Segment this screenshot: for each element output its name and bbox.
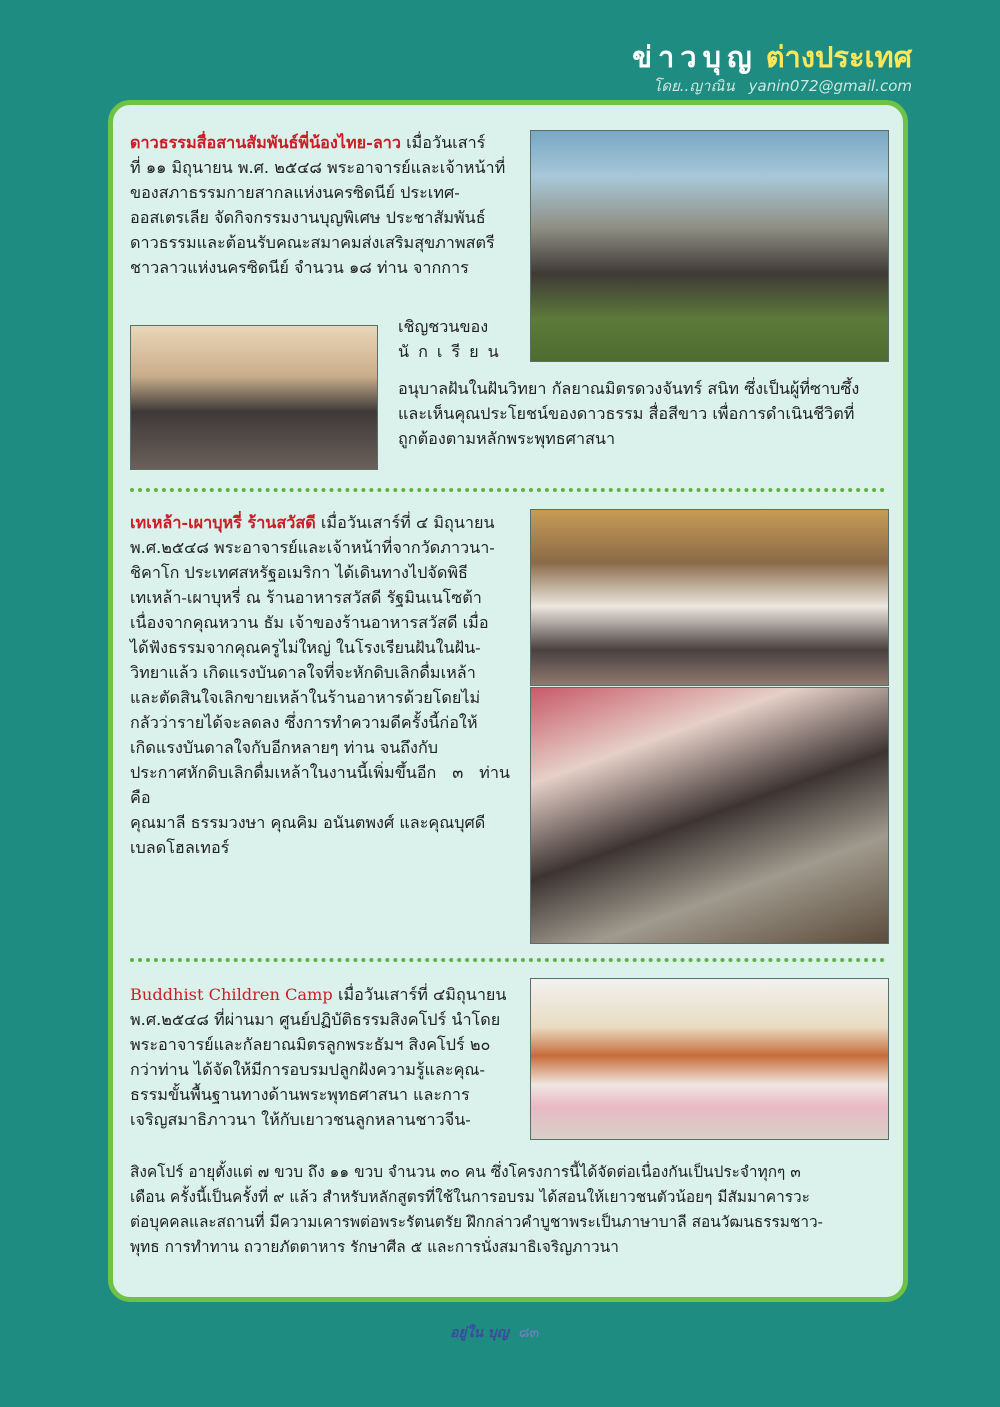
article-1-wrap	[398, 314, 510, 364]
article-1-line: ดาวธรรมและต้อนรับคณะสมาคมส่งเสริมสุขภาพสตรี	[130, 233, 495, 252]
author-email: yanin072@gmail.com	[748, 77, 912, 95]
article-2	[130, 510, 510, 860]
article-2-line: เบลดโฮลเทอร์	[130, 838, 230, 857]
article-2-line: ชิคาโก ประเทศสหรัฐอเมริกา ได้เดินทางไปจัดพิธี	[130, 563, 468, 582]
article-2-line: และตัดสินใจเลิกขายเหล้าในร้านอาหารด้วยโดยไม่	[130, 688, 481, 707]
article-2-headline: เทเหล้า-เผาบุหรี่ ร้านสวัสดี	[130, 513, 316, 532]
byline	[653, 74, 912, 98]
article-3-headline: Buddhist Children Camp	[130, 985, 333, 1004]
article-2-line: ประกาศหักดิบเลิกดื่มเหล้าในงานนี้เพิ่มขึ้นอีก ๓ ท่าน คือ	[130, 763, 510, 807]
article-3-line: Buddhist Children Camp เมื่อวันเสาร์ที่ ๔มิถุนายน	[130, 985, 507, 1004]
article-3	[130, 982, 510, 1132]
section-title-main: ข่าวบุญ	[632, 40, 758, 74]
article-3-line: เดือน ครั้งนี้เป็นครั้งที่ ๙ แล้ว สำหรับหลักสูตรที่ใช้ในการอบรม ได้สอนให้เยาวชนตัวน้อยๆ มีสัมมาคารวะ	[130, 1188, 810, 1206]
article-1-line: และเห็นคุณประโยชน์ของดาวธรรม สื่อสีขาว เพื่อการดำเนินชีวิตที่	[398, 404, 855, 423]
article-1-line: ชาวลาวแห่งนครซิดนีย์ จำนวน ๑๘ ท่าน จากการ	[130, 258, 469, 277]
article-1-line: ของสภาธรรมกายสากลแห่งนครซิดนีย์ ประเทศ-	[130, 183, 460, 202]
article-1-headline: ดาวธรรมสื่อสานสัมพันธ์พี่น้องไทย-ลาว	[130, 133, 401, 152]
article-2-line: เกิดแรงบันดาลใจกับอีกหลายๆ ท่าน จนถึงกับ	[130, 738, 439, 757]
article-2-line: เทเหล้า-เผาบุหรี่ ณ ร้านอาหารสวัสดี รัฐมินเนโซต้า	[130, 588, 482, 607]
article-1-tail	[398, 376, 888, 451]
article-1-line: ออสเตรเลีย จัดกิจกรรมงานบุญพิเศษ ประชาสัมพันธ์	[130, 208, 486, 227]
classroom-photo-sydney	[130, 325, 378, 470]
author: โดย..ญาณิน	[653, 77, 735, 95]
article-1-line: ดาวธรรมสื่อสานสัมพันธ์พี่น้องไทย-ลาว เมื่อวันเสาร์	[130, 133, 486, 152]
article-1	[130, 130, 510, 280]
article-3-tail	[130, 1160, 888, 1260]
article-3-line: ต่อบุคคลและสถานที่ มีความเคารพต่อพระรัตนตรัย ฝึกกล่าวคำบูชาพระเป็นภาษาบาลี สอนวัฒนธรรมชาว-	[130, 1213, 823, 1231]
article-3-line: เจริญสมาธิภาวนา ให้กับเยาวชนลูกหลานชาวจีน-	[130, 1110, 471, 1129]
pouring-ceremony-photo	[530, 687, 889, 944]
section-title-sub: ต่างประเทศ	[765, 40, 912, 74]
article-1-line: นักเรียน	[398, 342, 508, 361]
children-camp-photo	[530, 978, 889, 1140]
divider	[130, 488, 885, 492]
article-2-line: เทเหล้า-เผาบุหรี่ ร้านสวัสดี เมื่อวันเสาร์ที่ ๔ มิถุนายน	[130, 513, 495, 532]
article-3-line: พระอาจารย์และกัลยาณมิตรลูกพระธัมฯ สิงคโปร์ ๒๐	[130, 1035, 491, 1054]
article-2-line: ได้ฟังธรรมจากคุณครูไม่ใหญ่ ในโรงเรียนฝันในฝัน-	[130, 638, 481, 657]
divider	[130, 958, 885, 962]
article-2-line: กลัวว่ารายได้จะลดลง ซึ่งการทำความดีครั้งนี้ก่อให้	[130, 713, 478, 732]
page-number: ๘๓	[518, 1325, 540, 1341]
article-2-line: พ.ศ.๒๕๔๘ พระอาจารย์และเจ้าหน้าที่จากวัดภาวนา-	[130, 538, 495, 557]
article-3-line: สิงคโปร์ อายุตั้งแต่ ๗ ขวบ ถึง ๑๑ ขวบ จำนวน ๓๐ คน ซึ่งโครงการนี้ได้จัดต่อเนื่องกันเป็นประจำทุกๆ ๓	[130, 1163, 801, 1181]
article-3-line: พุทธ การทำทาน ถวายภัตตาหาร รักษาศีล ๕ และการนั่งสมาธิเจริญภาวนา	[130, 1238, 619, 1256]
article-3-line: กว่าท่าน ได้จัดให้มีการอบรมปลูกฝังความรู้และคุณ-	[130, 1060, 485, 1079]
crowd-photo-restaurant	[530, 509, 889, 686]
article-3-line: ธรรมขั้นพื้นฐานทางด้านพระพุทธศาสนา และการ	[130, 1085, 470, 1104]
article-1-line: อนุบาลฝันในฝันวิทยา กัลยาณมิตรดวงจันทร์ สนิท ซึ่งเป็นผู้ที่ซาบซึ้ง	[398, 379, 860, 398]
article-2-line: เนื่องจากคุณหวาน ธัม เจ้าของร้านอาหารสวัสดี เมื่อ	[130, 613, 489, 632]
article-2-line: คุณมาลี ธรรมวงษา คุณคิม อนันตพงศ์ และคุณบุศดี	[130, 813, 486, 832]
group-photo-sydney	[530, 130, 889, 362]
footer	[450, 1322, 539, 1344]
magazine-logo: อยู่ใน บุญ	[450, 1325, 509, 1341]
article-1-line: ที่ ๑๑ มิถุนายน พ.ศ. ๒๕๔๘ พระอาจารย์และเจ้าหน้าที่	[130, 158, 506, 177]
article-3-line: พ.ศ.๒๕๔๘ ที่ผ่านมา ศูนย์ปฏิบัติธรรมสิงคโปร์ นำโดย	[130, 1010, 501, 1029]
article-1-line: เชิญชวนของ	[398, 317, 489, 336]
article-1-line: ถูกต้องตามหลักพระพุทธศาสนา	[398, 429, 616, 448]
article-2-line: วิทยาแล้ว เกิดแรงบันดาลใจที่จะหักดิบเลิกดื่มเหล้า	[130, 663, 476, 682]
